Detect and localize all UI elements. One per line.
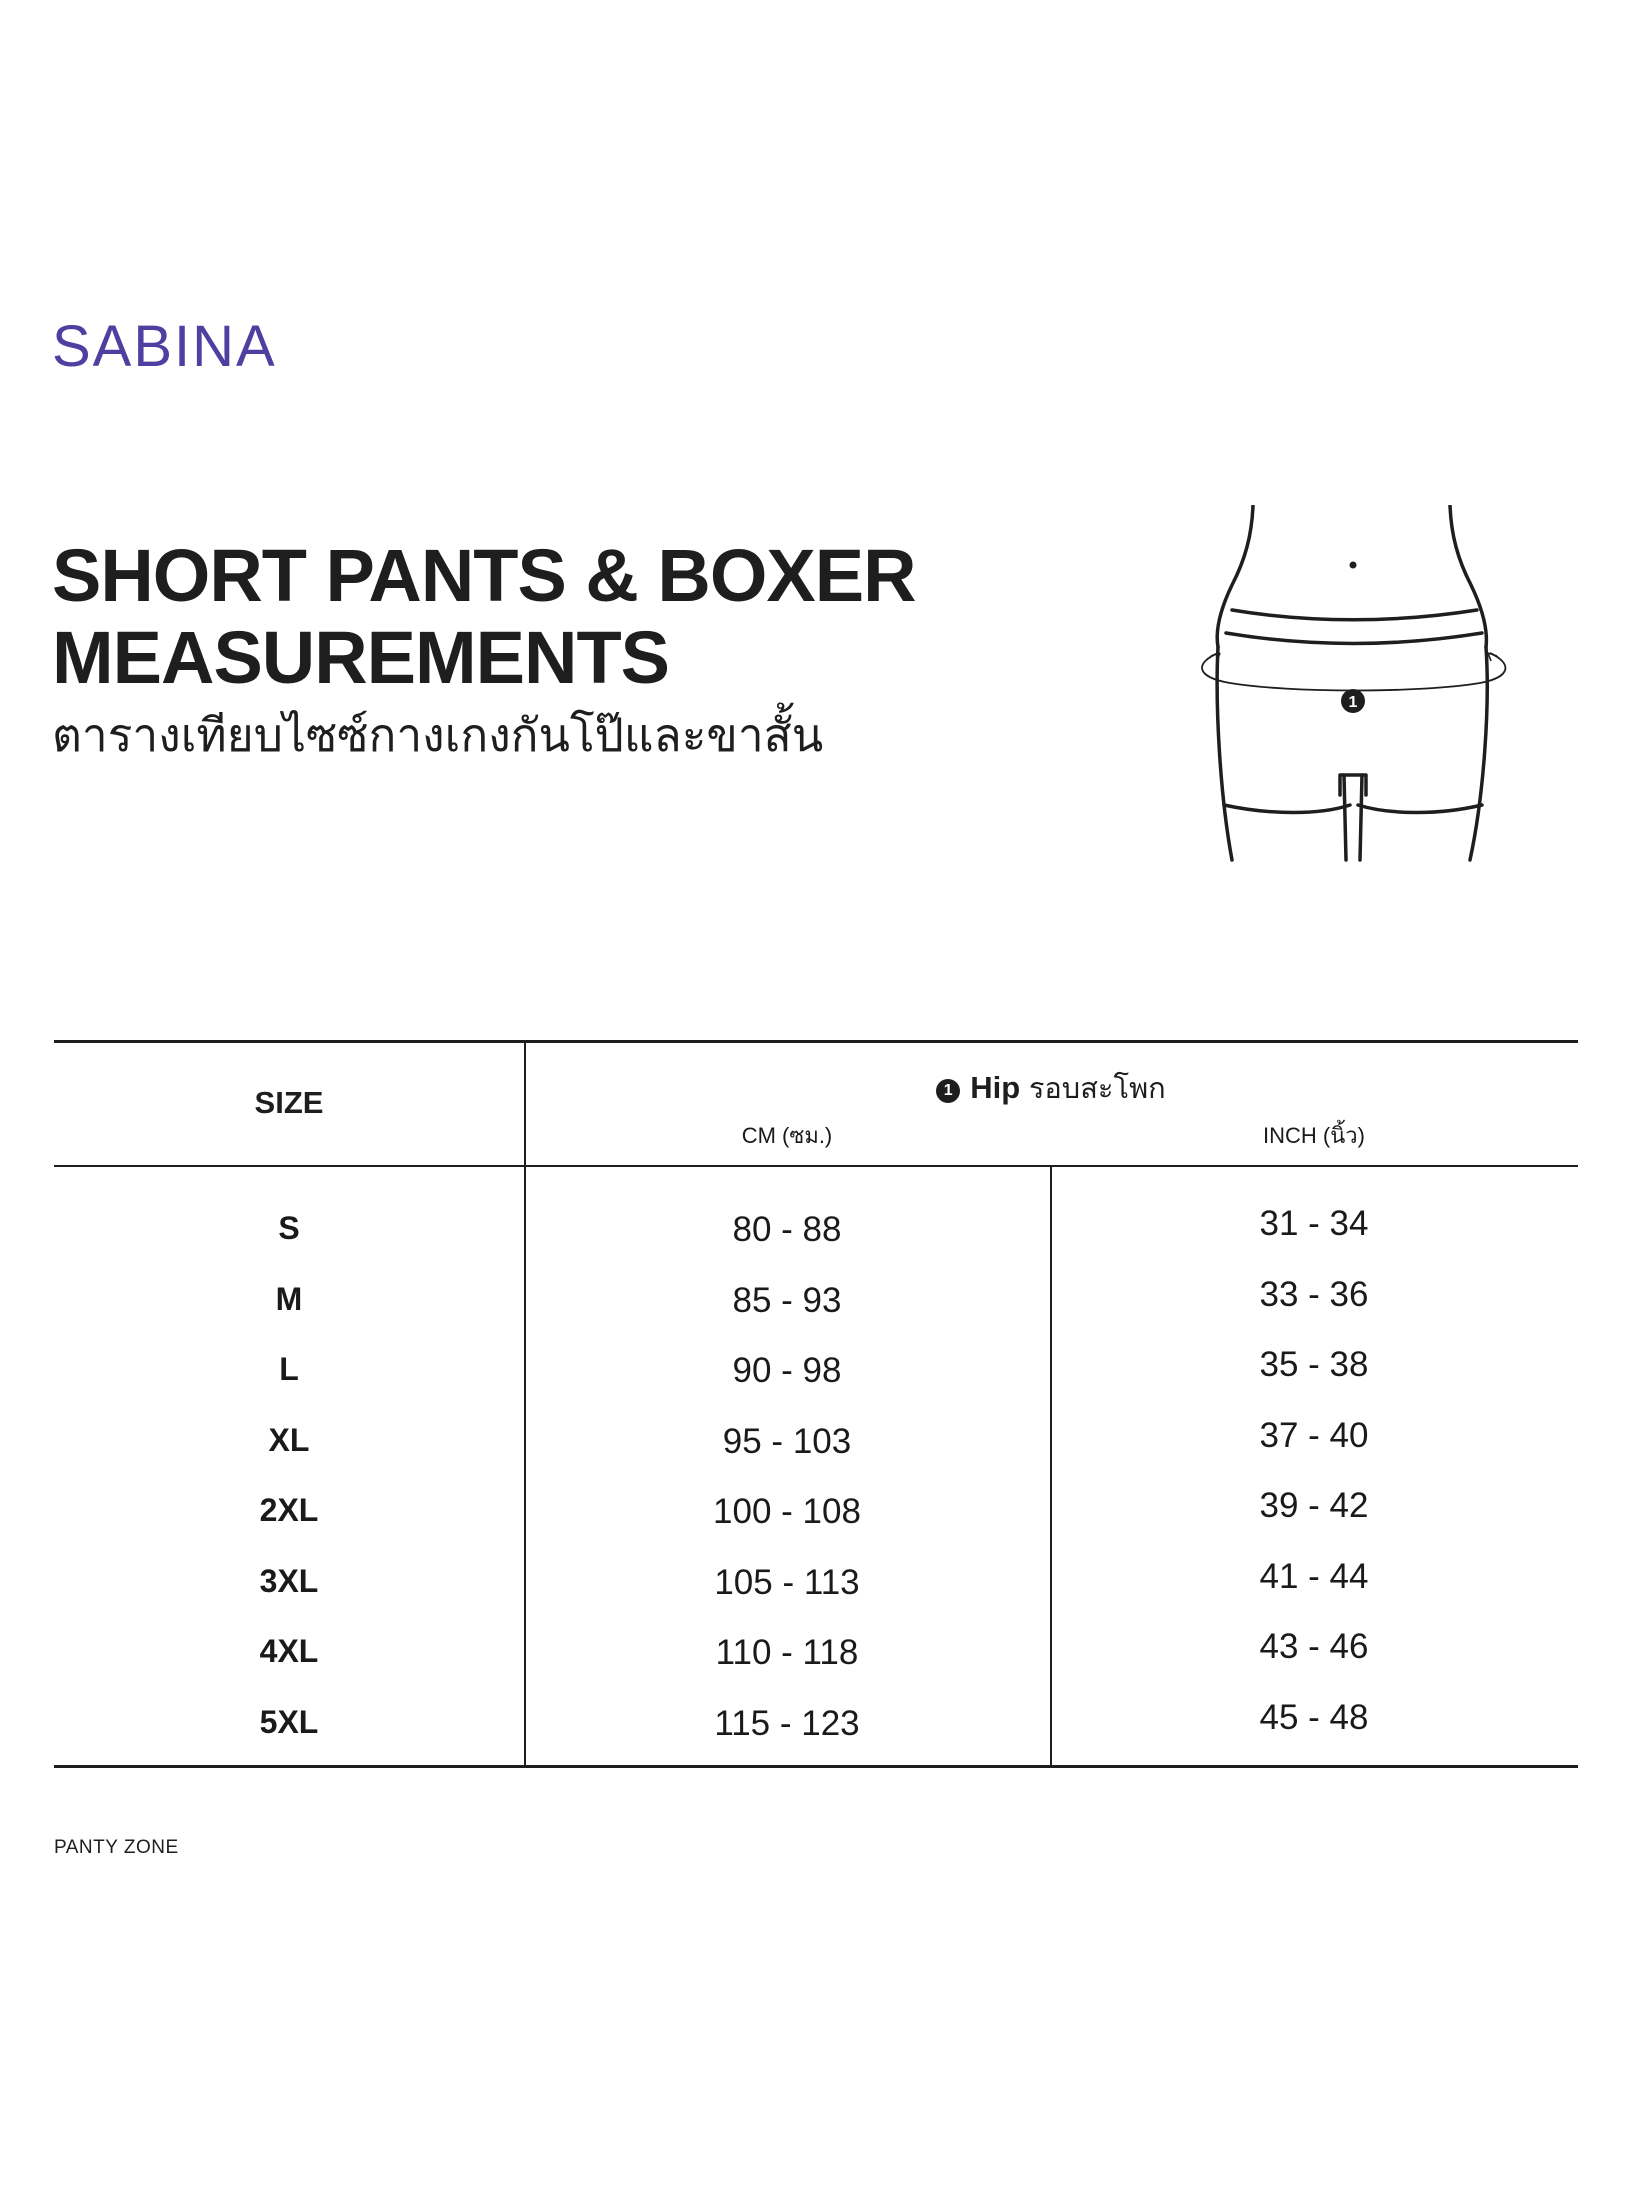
inch-cell: 35 - 38 xyxy=(1259,1345,1369,1384)
hip-column-header xyxy=(524,1065,1578,1111)
torso-right-outline xyxy=(1450,505,1486,647)
table-bottom-rule xyxy=(54,1765,1578,1768)
table-row xyxy=(54,1200,1578,1271)
size-cell: M xyxy=(275,1280,303,1317)
crotch-left-line xyxy=(1344,775,1346,860)
footer-label: PANTY ZONE xyxy=(54,1837,179,1858)
hip-marker-badge: 1 xyxy=(936,1079,960,1103)
waistband-top xyxy=(1232,610,1477,620)
table-row xyxy=(54,1482,1578,1553)
inch-cell: 45 - 48 xyxy=(1259,1697,1369,1737)
table-row xyxy=(54,1694,1578,1765)
hip-label-en: Hip xyxy=(970,1070,1021,1105)
size-cell: L xyxy=(279,1351,299,1387)
size-cell: 5XL xyxy=(259,1703,319,1740)
cm-cell: 85 - 93 xyxy=(732,1280,842,1320)
title-line-2: MEASUREMENTS xyxy=(52,616,670,699)
navel-dot xyxy=(1350,562,1357,569)
torso-left-outline xyxy=(1217,505,1253,647)
size-chart-table xyxy=(54,1040,1578,1768)
page-title xyxy=(52,535,916,699)
cm-cell: 105 - 113 xyxy=(714,1562,860,1602)
size-column-header: SIZE xyxy=(254,1085,324,1120)
crotch-right-line xyxy=(1360,775,1362,860)
waistband-bottom xyxy=(1226,633,1482,644)
table-body xyxy=(54,1200,1578,1764)
size-cell: XL xyxy=(268,1421,310,1458)
cm-cell: 95 - 103 xyxy=(722,1421,852,1461)
inch-cell: 31 - 34 xyxy=(1259,1204,1369,1243)
table-row xyxy=(54,1412,1578,1483)
table-row xyxy=(54,1553,1578,1624)
hip-tape-line xyxy=(1202,653,1505,691)
title-line-1: SHORT PANTS & BOXER xyxy=(52,534,916,617)
inch-cell: 41 - 44 xyxy=(1259,1556,1369,1596)
table-row xyxy=(54,1341,1578,1412)
hem-right xyxy=(1358,805,1482,813)
size-cell: 3XL xyxy=(259,1562,319,1599)
size-cell: 4XL xyxy=(259,1633,319,1669)
hip-marker-number: 1 xyxy=(1348,694,1358,711)
hip-measurement-diagram xyxy=(1190,505,1540,865)
cm-cell: 80 - 88 xyxy=(732,1210,842,1249)
inch-unit-header: INCH (นิ้ว) xyxy=(1263,1123,1365,1148)
table-header-rule xyxy=(54,1165,1578,1167)
hip-label-th: รอบสะโพก xyxy=(1028,1071,1166,1105)
cm-cell: 110 - 118 xyxy=(715,1633,859,1672)
table-top-rule xyxy=(54,1040,1578,1043)
leg-right-outline xyxy=(1470,647,1487,860)
inch-cell: 43 - 46 xyxy=(1259,1627,1369,1666)
cm-cell: 90 - 98 xyxy=(732,1351,842,1390)
inch-cell: 33 - 36 xyxy=(1259,1274,1369,1314)
size-cell: S xyxy=(278,1210,300,1246)
table-row xyxy=(54,1623,1578,1694)
leg-left-outline xyxy=(1217,647,1232,860)
cm-unit-header: CM (ซม.) xyxy=(741,1123,833,1148)
brand-logo: SABINA xyxy=(52,314,277,379)
page-subtitle-thai: ตารางเทียบไซซ์กางเกงกันโป๊และขาสั้น xyxy=(52,708,824,762)
inch-cell: 37 - 40 xyxy=(1259,1415,1369,1455)
cm-cell: 100 - 108 xyxy=(713,1492,861,1531)
table-row xyxy=(54,1271,1578,1342)
inch-cell: 39 - 42 xyxy=(1259,1486,1369,1525)
size-cell: 2XL xyxy=(259,1492,319,1528)
hem-left xyxy=(1224,805,1350,813)
cm-cell: 115 - 123 xyxy=(714,1703,860,1743)
